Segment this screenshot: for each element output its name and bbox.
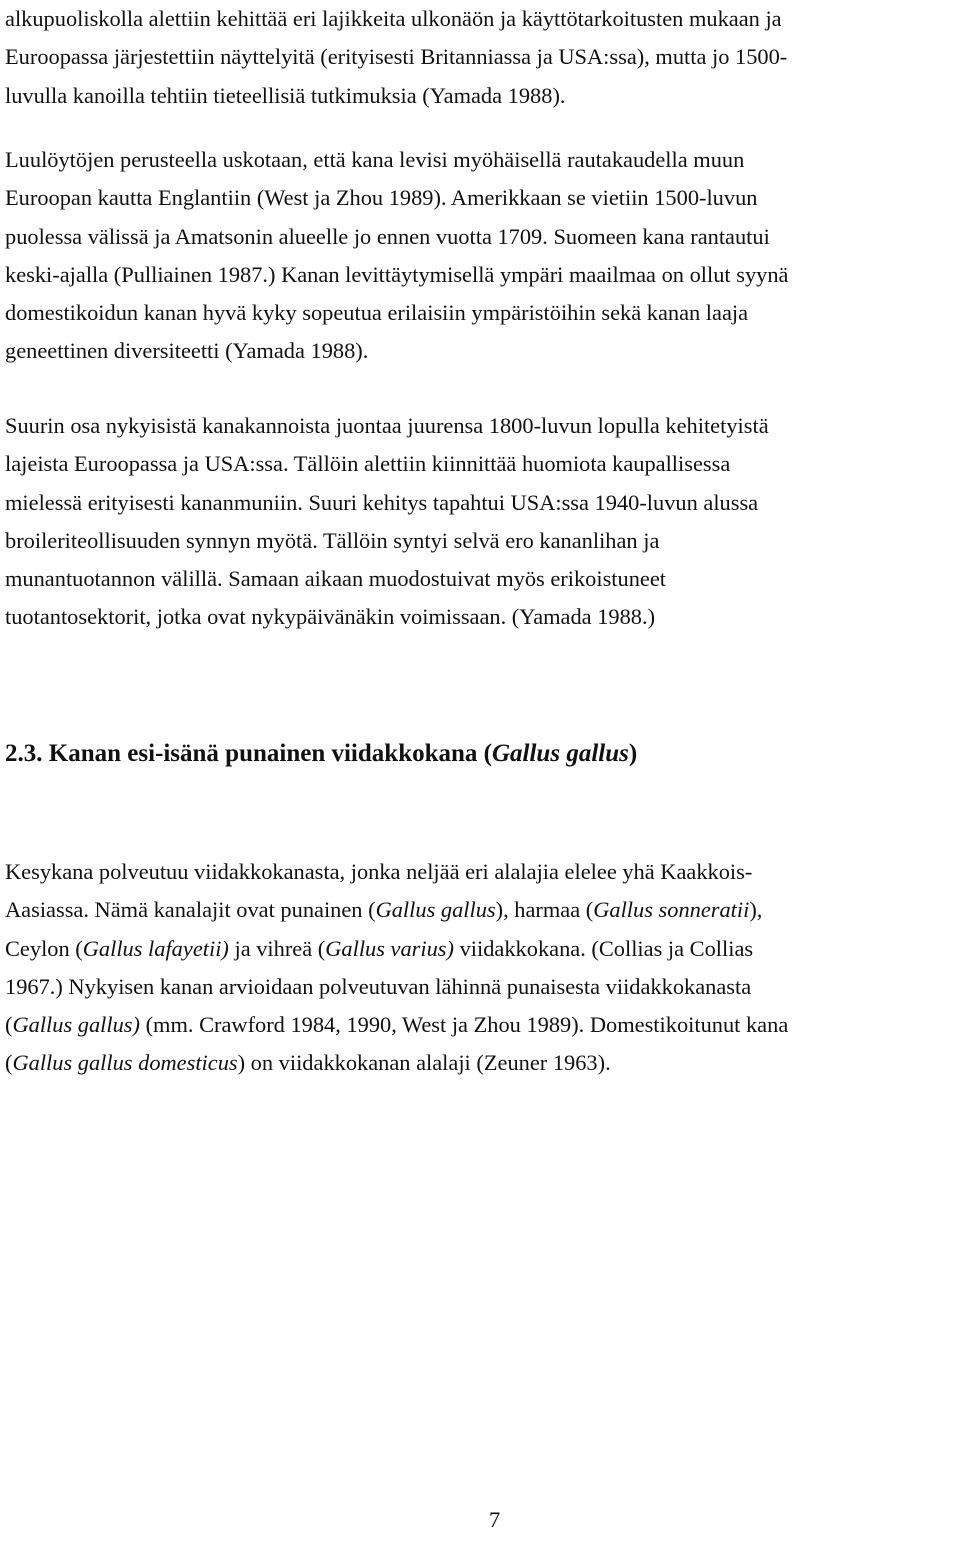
text-line — [5, 891, 788, 929]
text-run: Luulöytöjen perusteella uskotaan, että kana levisi myöhäisellä rautakaudella muun — [5, 147, 745, 172]
text-line — [5, 522, 769, 560]
text-line — [5, 1044, 788, 1082]
paragraph-history-breeding — [5, 0, 787, 115]
text-run: geneettinen diversiteetti (Yamada 1988). — [5, 338, 369, 364]
text-line — [5, 141, 788, 179]
page-number: 7 — [489, 1507, 501, 1532]
text-run: ( — [5, 1050, 13, 1076]
text-line — [5, 484, 769, 522]
text-line — [5, 77, 787, 115]
text-line — [5, 0, 787, 38]
text-run: ), — [749, 897, 763, 923]
text-run: ), harmaa ( — [495, 897, 594, 923]
text-run: Suurin osa nykyisistä kanakannoista juontaa juurensa 1800-luvun lopulla kehitetyistä — [5, 413, 769, 438]
section-heading — [5, 732, 637, 776]
text-run: Ceylon ( — [5, 935, 83, 961]
species-name: Gallus sonneratii — [593, 897, 750, 923]
text-line — [5, 38, 787, 76]
text-run: munantuotannon välillä. Samaan aikaan muodostuivat myös erikoistuneet — [5, 566, 667, 592]
species-name: Gallus gallus) — [12, 1012, 140, 1038]
text-run: luvulla kanoilla tehtiin tieteellisiä tutkimuksia (Yamada 1988). — [5, 82, 566, 108]
text-run: ja vihreä ( — [228, 935, 326, 961]
text-line — [5, 560, 769, 598]
text-line — [5, 256, 788, 294]
species-name: Gallus gallus domesticus — [12, 1050, 238, 1076]
text-run: ( — [5, 1012, 13, 1038]
text-run: Euroopassa järjestettiin näyttelyitä (erityisesti Britanniassa ja USA:ssa), mutta jo 1500- — [5, 44, 788, 70]
text-run: mielessä erityisesti kananmuniin. Suuri kehitys tapahtui USA:ssa 1940-luvun alussa — [5, 489, 759, 515]
section-title-close: ) — [628, 740, 638, 767]
paragraph-spread — [5, 141, 788, 371]
text-run: domestikoidun kanan hyvä kyky sopeutua erilaisiin ympäristöihin sekä kanan laaja — [5, 300, 749, 326]
section-title-species: Gallus gallus — [491, 740, 629, 767]
species-name: Gallus gallus — [375, 897, 496, 923]
section-title: Kanan esi-isänä punainen viidakkokana ( — [48, 740, 492, 767]
text-line — [5, 598, 769, 636]
species-name: Gallus lafayetii) — [82, 935, 229, 961]
paragraph-jungle-fowl — [5, 853, 788, 1083]
text-run: puolessa välissä ja Amatsonin alueelle jo ennen vuotta 1709. Suomeen kana rantautui — [5, 223, 770, 249]
text-line — [5, 1006, 788, 1044]
text-line — [5, 445, 769, 483]
text-run: alkupuoliskolla alettiin kehittää eri lajikkeita ulkonäön ja käyttötarkoitusten mukaan ja — [5, 6, 782, 31]
text-run: (mm. Crawford 1984, 1990, West ja Zhou 1989). Domestikoitunut kana — [139, 1012, 789, 1038]
text-run: Aasiassa. Nämä kanalajit ovat punainen ( — [5, 897, 376, 923]
text-run: lajeista Euroopassa ja USA:ssa. Tällöin alettiin kiinnittää huomiota kaupallisessa — [5, 451, 731, 477]
text-run: keski-ajalla (Pulliainen 1987.) Kanan levittäytymisellä ympäri maailmaa on ollut syynä — [5, 261, 789, 287]
text-run: 1967.) Nykyisen kanan arvioidaan polveutuvan lähinnä punaisesta viidakkokanasta — [5, 973, 752, 999]
section-number: 2.3. — [5, 740, 43, 767]
text-line — [5, 332, 788, 370]
text-run: viidakkokana. (Collias ja Collias — [453, 935, 754, 961]
text-line — [5, 179, 788, 217]
document-page — [5, 0, 960, 1545]
text-run: ) on viidakkokanan alalaji (Zeuner 1963). — [237, 1050, 611, 1076]
text-run: Kesykana polveutuu viidakkokanasta, jonka neljää eri alalajia elelee yhä Kaakkois- — [5, 859, 753, 884]
text-run: Euroopan kautta Englantiin (West ja Zhou 1989). Amerikkaan se vietiin 1500-luvun — [5, 185, 758, 211]
text-run: tuotantosektorit, jotka ovat nykypäivänäkin voimissaan. (Yamada 1988.) — [5, 604, 656, 630]
text-line — [5, 218, 788, 256]
text-run: broileriteollisuuden synnyn myötä. Tällöin syntyi selvä ero kananlihan ja — [5, 527, 660, 553]
text-line — [5, 407, 769, 445]
text-line — [5, 294, 788, 332]
text-line — [5, 853, 788, 891]
species-name: Gallus varius) — [325, 935, 454, 961]
text-line — [5, 930, 788, 968]
paragraph-modern-breeds — [5, 407, 769, 637]
text-line — [5, 968, 788, 1006]
